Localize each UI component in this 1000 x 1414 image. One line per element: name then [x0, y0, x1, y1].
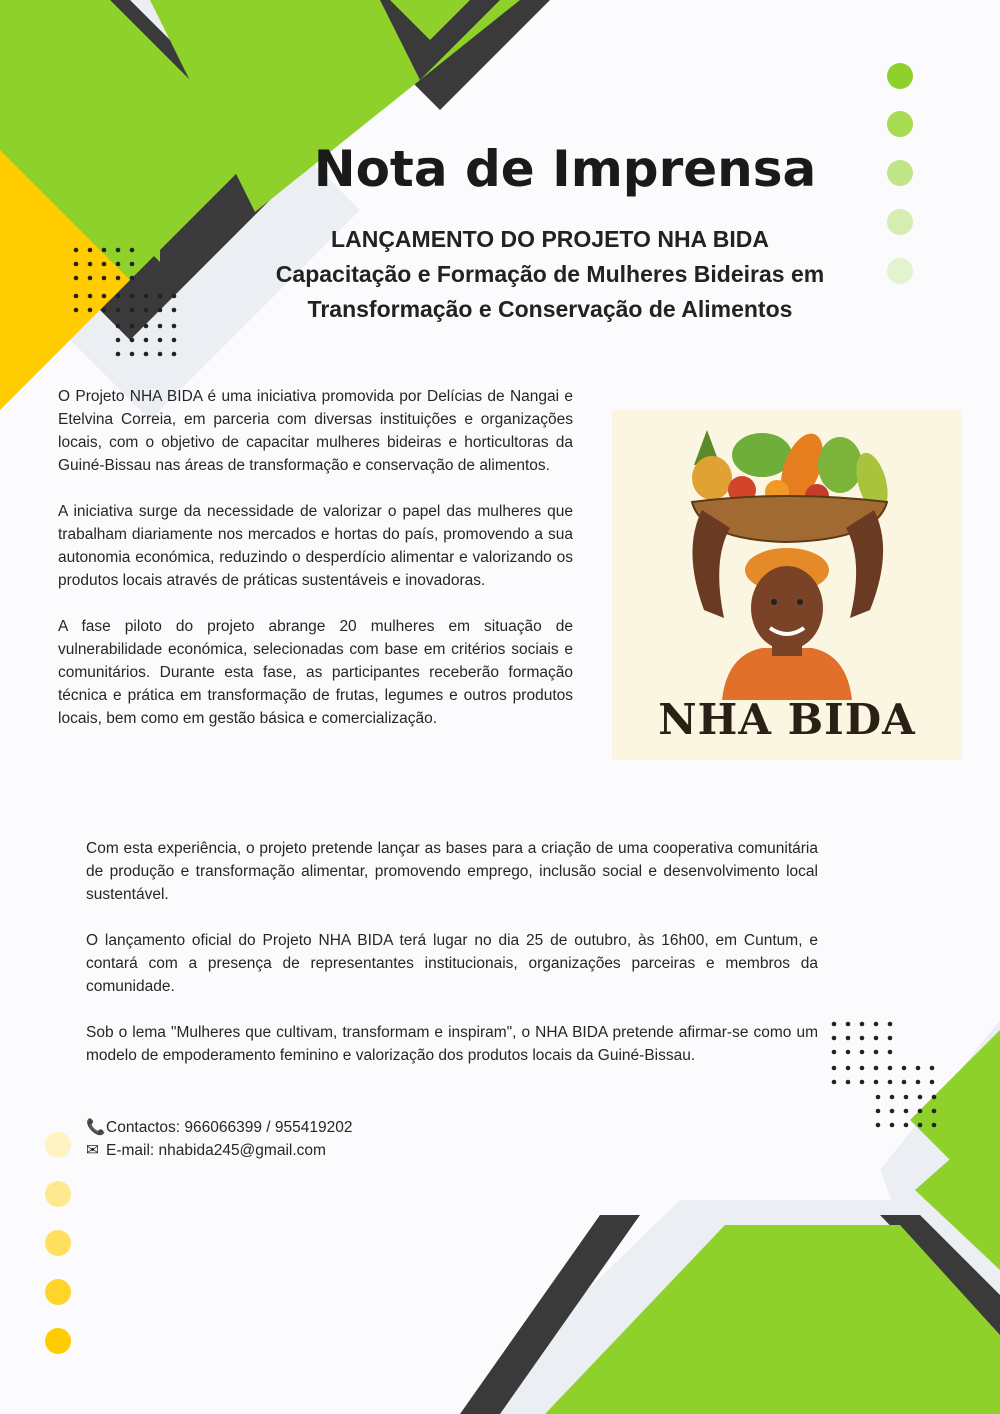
- contact-phone: [86, 1116, 486, 1139]
- contact-email: [86, 1139, 486, 1162]
- body-paragraph: A fase piloto do projeto abrange 20 mulheres em situação de vulnerabilidade económica, selecionadas com base em critérios sociais e comunitários. Durante esta fase, as participantes receberão formação técnica e prática em transformação de frutas, legumes e outros produtos locais, bem como em gestão básica e comercialização.: [58, 618, 573, 727]
- body-paragraph: A iniciativa surge da necessidade de valorizar o papel das mulheres que trabalham diariamente nos mercados e hortas do país, promovendo a sua autonomia económica, reduzindo o desperdício alimentar e valorizando os produtos locais através de práticas sustentáveis e inovadoras.: [58, 503, 573, 589]
- phone-text: Contactos: 966066399 / 955419202: [106, 1119, 353, 1136]
- subtitle-line: LANÇAMENTO DO PROJETO NHA BIDA: [331, 226, 769, 252]
- nha-bida-logo: [612, 410, 962, 760]
- phone-icon: 📞: [86, 1119, 106, 1136]
- body-column-wide: [86, 837, 818, 1090]
- subtitle: [200, 222, 900, 327]
- envelope-icon: ✉: [86, 1142, 99, 1159]
- logo-text: NHA BIDA: [658, 695, 916, 744]
- subtitle-line: Capacitação e Formação de Mulheres Bideiras em: [275, 261, 825, 287]
- subtitle-line: Transformação e Conservação de Alimentos: [307, 296, 793, 322]
- body-paragraph: Sob o lema "Mulheres que cultivam, transformam e inspiram", o NHA BIDA pretende afirmar-se como um modelo de empoderamento feminino e valorização dos produtos locais da Guiné-Bissau.: [86, 1024, 818, 1064]
- email-text: E-mail: nhabida245@gmail.com: [106, 1142, 326, 1159]
- body-paragraph: O lançamento oficial do Projeto NHA BIDA terá lugar no dia 25 de outubro, às 16h00, em Cuntum, e contará com a presença de representantes institucionais, organizações parceiras e membros da comunidade.: [86, 932, 818, 995]
- body-column-left: [58, 385, 573, 753]
- body-paragraph: O Projeto NHA BIDA é uma iniciativa promovida por Delícias de Nangai e Etelvina Correia, em parceria com diversas instituições e organizações locais, com o objetivo de capacitar mulheres bideiras e horticultoras da Guiné-Bissau nas áreas de transformação e conservação de alimentos.: [58, 388, 573, 474]
- woman-with-fruit-basket-illustration: [612, 410, 962, 700]
- page-title: Nota de Imprensa: [313, 140, 817, 198]
- body-paragraph: Com esta experiência, o projeto pretende lançar as bases para a criação de uma cooperativa comunitária de produção e transformação alimentar, promovendo emprego, inclusão social e desenvolvimento local sustentável.: [86, 840, 818, 903]
